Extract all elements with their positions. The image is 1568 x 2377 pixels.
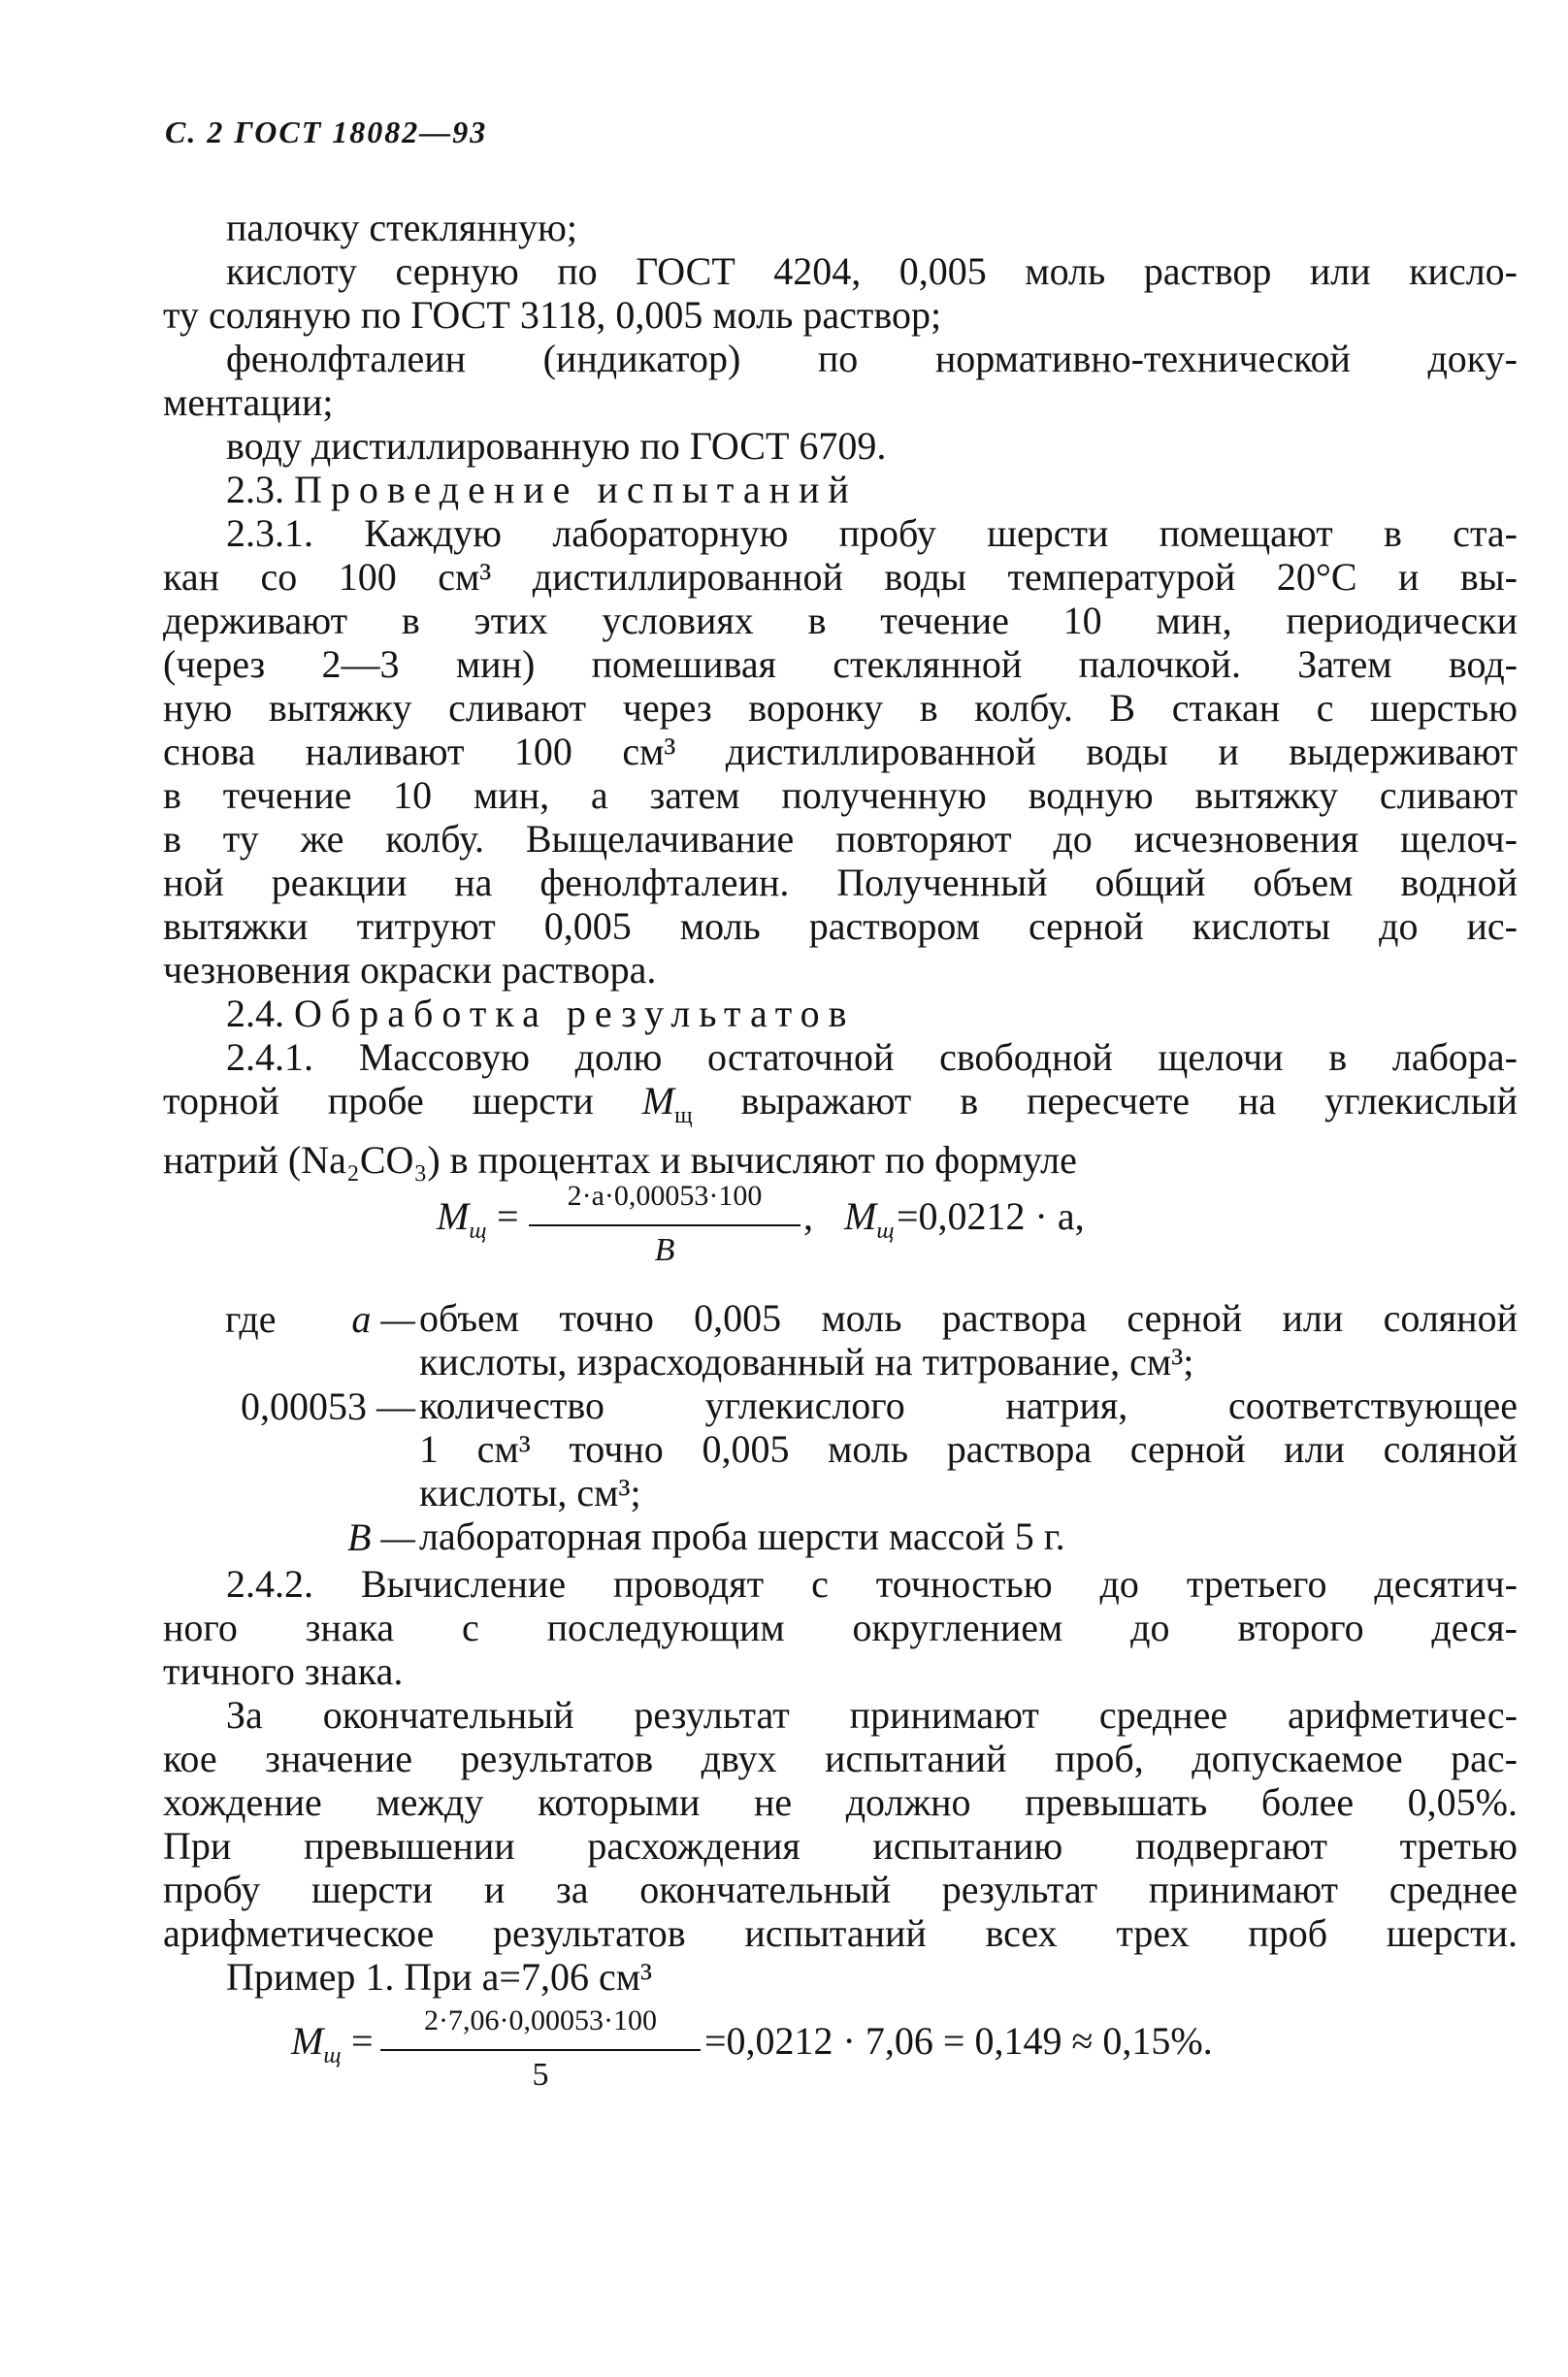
text-line: чезновения окраски раствора. [163,948,657,992]
text-fragment: выражают в пересчете на углекислый [692,1079,1518,1123]
formula-lhs: $М_щ$ [437,1194,487,1244]
symbol-m: М [641,1079,675,1123]
formula-rhs: =0,0212 · 7,06 = 0,149 ≈ 0,15%. [704,2019,1213,2063]
text-line: кан со 100 см³ дистиллированной воды температурой 20°С и вы- [163,555,1518,599]
text-line: 1 см³ точно 0,005 моль раствора серной или соляной [419,1427,1518,1471]
def-term: 0,00053 — [241,1384,415,1428]
text-line: хождение между которыми не должно превышать более 0,05%. [163,1780,1518,1824]
formula-rhs-symbol: $М_щ$ [844,1194,895,1244]
text-line: 2.4.2. Вычисление проводят с точностью до третьего десятич- [226,1562,1518,1606]
text-line: ту соляную по ГОСТ 3118, 0,005 моль раствор; [163,293,942,337]
text-line: ной реакции на фенолфталеин. Полученный общий объем водной [163,861,1518,904]
formula-rhs: =0,0212 · a, [897,1194,1085,1238]
text-line: держивают в этих условиях в течение 10 мин, периодически [163,599,1518,642]
formula-denominator: 5 [532,2057,549,2093]
text-line: в течение 10 мин, а затем полученную водную вытяжку сливают [163,773,1518,817]
def-body [419,1384,1518,1514]
text-line: натрий (Na₂CO₃) в процентах и вычисляют по формуле [163,1138,1077,1182]
text-line: При превышении расхождения испытанию подвергают третью [163,1824,1518,1868]
symbol-subscript: щ [674,1103,693,1128]
def-term: a — [351,1297,415,1341]
text-line: кое значение результатов двух испытаний проб, допускаемое рас- [163,1737,1518,1780]
text-line [163,1079,1518,1138]
fraction-bar [529,1224,800,1226]
text-line: снова наливают 100 см³ дистиллированной воды и выдерживают [163,730,1518,773]
text-line: вытяжки титруют 0,005 моль раствором серной кислоты до ис- [163,904,1518,948]
example-line: Пример 1. При a=7,06 см³ [226,1955,653,1999]
text-line: количество углекислого натрия, соответствующее [419,1384,1518,1427]
text-line: лабораторная проба шерсти массой 5 г. [419,1514,1065,1558]
text-fragment: торной пробе шерсти [163,1079,642,1123]
text-line: 2.4.1. Массовую долю остаточной свободной щелочи в лабора- [226,1035,1518,1079]
text-line: ного знака с последующим округлением до второго деся- [163,1606,1518,1649]
text-line: (через 2—3 мин) помешивая стеклянной палочкой. Затем вод- [163,642,1518,686]
def-term: В — [347,1515,415,1559]
text-line: пробу шерсти и за окончательный результат принимают среднее [163,1868,1518,1911]
materials-list [163,206,1518,1182]
text-line: За окончательный результат принимают среднее арифметичес- [226,1693,1518,1737]
formula-numerator: 2·a·0,00053·100 [567,1180,763,1212]
section-number: 2.4. [226,992,284,1035]
text-line: кислоты, израсходованный на титрование, см³; [419,1340,1194,1384]
formula-2 [291,1999,1455,2105]
text-line: в ту же колбу. Выщелачивание повторяют до исчезновения щелоч- [163,817,1518,861]
formula-denominator: В [654,1232,675,1268]
text-line: тичного знака. [163,1649,404,1693]
def-prefix: где [225,1297,277,1341]
section-number: 2.3. [226,468,284,511]
text-line: ную вытяжку сливают через воронку в колбу. В стакан с шерстью [163,686,1518,730]
formula-numerator: 2·7,06·0,00053·100 [424,2004,657,2036]
formula-1 [437,1172,1213,1279]
text-line: фенолфталеин (индикатор) по нормативно-технической доку- [226,337,1518,380]
text-line: объем точно 0,005 моль раствора серной или соляной [419,1296,1518,1340]
def-body [419,1296,1518,1384]
section-heading-2-4 [163,992,1518,1035]
section-title: Обработка результатов [294,992,856,1035]
text-line: арифметическое результатов испытаний всех трех проб шерсти. [163,1911,1518,1955]
formula-comma: , [803,1194,813,1238]
fraction-bar [380,2049,701,2051]
def-body [419,1514,1518,1558]
text-line: кислоты, см³; [419,1471,641,1514]
page-header: С. 2 ГОСТ 18082—93 [165,114,488,149]
formula-equals: = [497,1194,519,1238]
text-line: 2.3.1. Каждую лабораторную пробу шерсти помещают в ста- [226,511,1518,555]
section-title: Проведение испытаний [294,468,858,511]
text-line: палочку стеклянную; [226,206,578,249]
text-line: воду дистиллированную по ГОСТ 6709. [226,424,887,468]
formula-equals: = [351,2019,374,2063]
text-line: кислоту серную по ГОСТ 4204, 0,005 моль раствор или кисло- [226,249,1518,293]
section-heading-2-3 [163,468,1518,511]
formula-lhs: $М_щ$ [291,2019,342,2068]
results-paragraph [163,1562,1518,1999]
text-line: ментации; [163,380,334,424]
